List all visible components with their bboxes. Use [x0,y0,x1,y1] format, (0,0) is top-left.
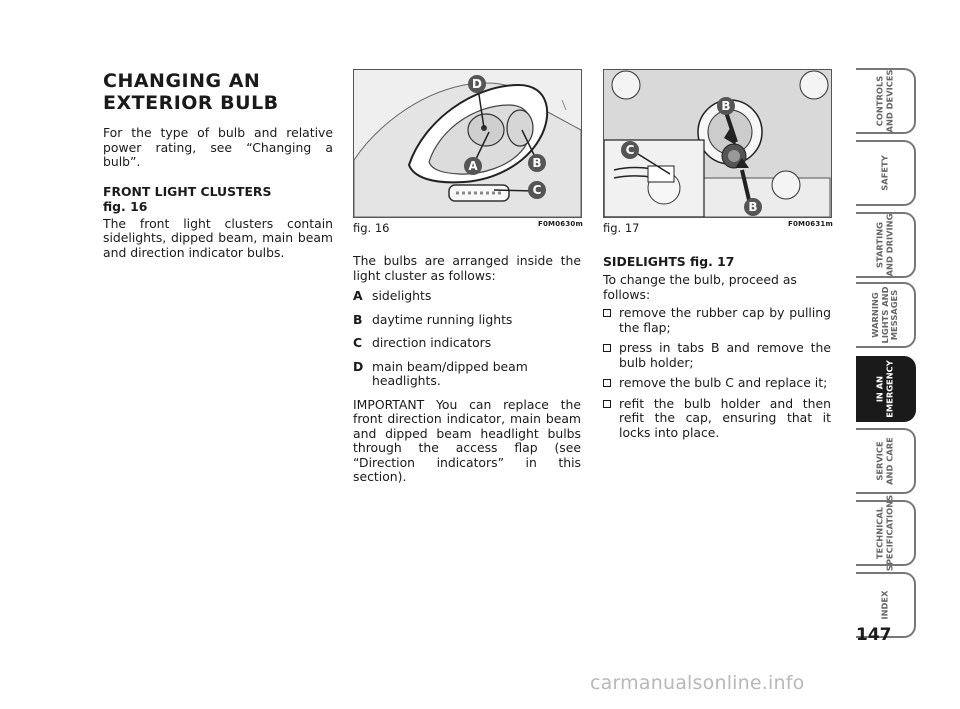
tab-service-and-care[interactable]: SERVICE AND CARE [856,428,916,494]
intro-column [103,126,333,260]
page-number: 147 [856,625,892,645]
fig17-caption: fig. 17 [603,221,640,235]
list-item: press in tabs B and remove the bulb holder; [603,341,831,370]
fig16-label-a: A [464,157,482,175]
tab-in-an-emergency[interactable]: IN AN EMERGENCY [856,356,916,422]
fig16-label-b: B [528,154,546,172]
tab-controls-and-devices[interactable]: CONTROLS AND DEVICES [856,68,916,134]
sidelights-intro: To change the bulb, proceed as follows: [603,272,797,302]
bullet-box-icon [603,400,611,408]
bulb-list-column [353,254,581,485]
fig16-caption: fig. 16 [353,221,390,235]
front-clusters-text: The front light clusters contain sidelights, dipped beam, main beam and direction indicator bulbs. [103,215,333,260]
list-item: D main beam/dipped beam headlights. [353,358,528,388]
section-heading [103,70,333,114]
sidelights-title: SIDELIGHTS fig. 17 [603,254,735,269]
figure-17-image [603,69,832,218]
section-heading-line2: EXTERIOR BULB [103,92,279,114]
tab-technical-specifications[interactable]: TECHNICAL SPECIFICATIONS [856,500,916,566]
watermark: carmanualsonline.info [590,672,805,694]
list-item: C direction indicators [353,335,492,350]
fig16-label-c: C [528,181,546,199]
list-item: A sidelights [353,288,432,303]
section-heading-line1: CHANGING AN [103,70,261,92]
bulb-list [353,289,581,389]
sidelights-steps [603,306,831,440]
headlight-illustration [354,70,581,217]
bulb-list-intro: The bulbs are arranged inside the light cluster as follows: [353,253,581,283]
fig16-code: F0M0630m [538,220,583,228]
figure-16-image [353,69,582,218]
list-item: B daytime running lights [353,311,513,327]
bullet-box-icon [603,344,611,352]
bullet-box-icon [603,379,611,387]
fig17-label-c: C [621,141,639,159]
tab-index[interactable]: INDEX [856,572,916,638]
front-clusters-fig-ref: fig. 16 [103,198,148,214]
sidelights-column [603,254,831,446]
fig16-label-d: D [468,75,486,93]
list-item: refit the bulb holder and then refit the cap, ensuring that it locks into place. [603,397,831,441]
front-clusters-title: FRONT LIGHT CLUSTERS [103,183,272,199]
tab-safety[interactable]: SAFETY [856,140,916,206]
bullet-box-icon [603,309,611,317]
tab-warning-lights[interactable]: WARNING LIGHTS AND MESSAGES [856,282,916,348]
tab-starting-and-driving[interactable]: STARTING AND DRIVING [856,212,916,278]
list-item: remove the rubber cap by pulling the flap; [603,306,831,335]
list-item: remove the bulb C and replace it; [603,376,831,391]
bulb-holder-illustration [604,70,831,217]
fig17-label-b-top: B [717,97,735,115]
fig17-code: F0M0631m [788,220,833,228]
important-note: IMPORTANT You can replace the front direction indicator, main beam and dipped beam headlight bulbs through the access flap (see “Direction indicators” in this section). [353,396,581,484]
fig17-label-b-bottom: B [744,198,762,216]
intro-text: For the type of bulb and relative power rating, see “Changing a bulb”. [103,125,333,169]
